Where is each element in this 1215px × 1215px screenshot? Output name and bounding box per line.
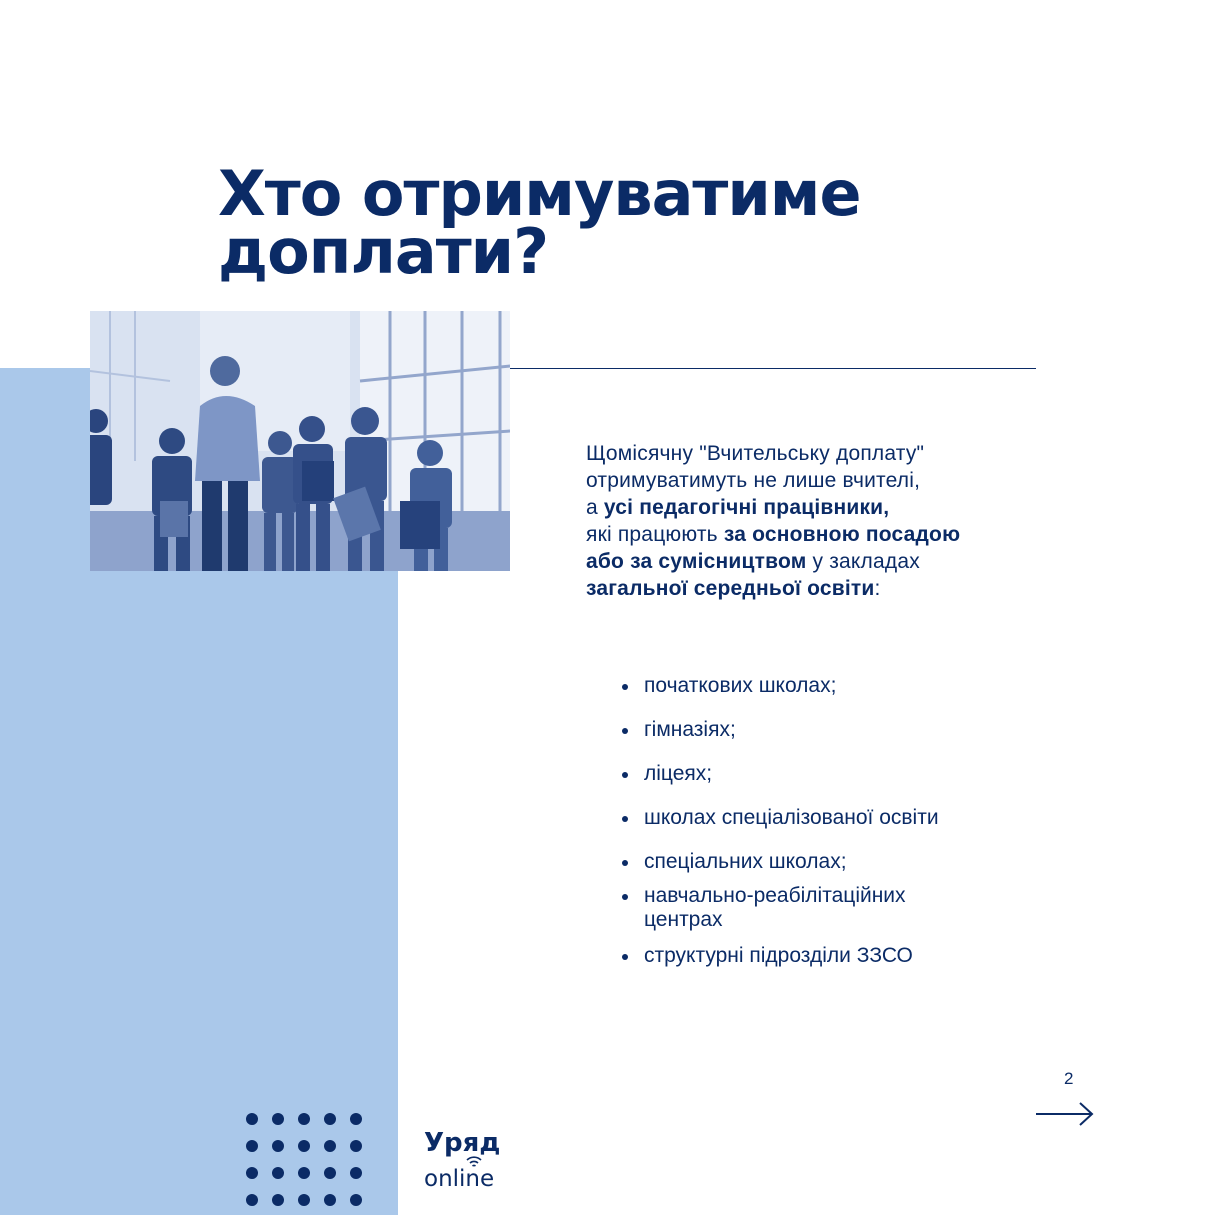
institution-list <box>620 674 939 968</box>
dot <box>350 1194 362 1206</box>
intro-line-5-suffix: у закладах <box>806 550 920 573</box>
intro-line-4 <box>586 521 1046 548</box>
intro-line-4-prefix: які працюють <box>586 523 724 546</box>
intro-line-5 <box>586 548 1046 575</box>
intro-line-3-prefix: а <box>586 496 604 519</box>
list-item: школах спеціалізованої освіти <box>620 806 939 830</box>
dot <box>272 1167 284 1179</box>
list-item: ліцеях; <box>620 762 939 786</box>
list-item: початкових школах; <box>620 674 939 698</box>
page-title <box>218 157 861 288</box>
list-item: спеціальних школах; <box>620 850 939 874</box>
intro-line-6 <box>586 575 1046 602</box>
dot <box>272 1140 284 1152</box>
dot <box>298 1140 310 1152</box>
list-item-continuation <box>620 908 939 932</box>
dot <box>324 1140 336 1152</box>
dot <box>350 1140 362 1152</box>
dot <box>324 1167 336 1179</box>
dot <box>272 1194 284 1206</box>
dot <box>298 1113 310 1125</box>
teacher-with-students-photo <box>90 311 510 571</box>
intro-line-3 <box>586 494 1046 521</box>
intro-line-2: отримуватимуть не лише вчителі, <box>586 469 921 492</box>
decorative-dot-grid <box>246 1113 370 1213</box>
title-line-1: Хто отримуватиме <box>218 157 861 230</box>
title-line-2: доплати? <box>218 215 549 288</box>
intro-line-6-bold: загальної середньої освіти <box>586 577 875 600</box>
dot <box>298 1167 310 1179</box>
dot <box>350 1167 362 1179</box>
list-item: навчально-реабілітаційних <box>620 884 939 908</box>
dot <box>246 1113 258 1125</box>
dot <box>246 1167 258 1179</box>
dot <box>246 1140 258 1152</box>
logo-top-text: Уряд <box>424 1128 501 1158</box>
uryad-online-logo <box>424 1128 534 1198</box>
intro-line-6-suffix: : <box>874 577 881 600</box>
dot <box>246 1194 258 1206</box>
logo-bottom-text: online <box>424 1166 495 1192</box>
horizontal-divider <box>510 368 1036 369</box>
list-item-continuation-text: центрах <box>644 908 723 931</box>
dot <box>350 1113 362 1125</box>
intro-line-5-bold: або за сумісництвом <box>586 550 807 573</box>
list-item: структурні підрозділи ЗЗСО <box>620 944 939 968</box>
intro-paragraph <box>586 440 1046 602</box>
intro-line-1: Щомісячну "Вчительську доплату" <box>586 442 925 465</box>
dot <box>324 1113 336 1125</box>
dot <box>272 1113 284 1125</box>
intro-line-4-bold: за основною посадою <box>723 523 961 546</box>
intro-line-3-bold: усі педагогічні працівники, <box>603 496 890 519</box>
dot <box>324 1194 336 1206</box>
page-number: 2 <box>1064 1069 1074 1088</box>
dot <box>298 1194 310 1206</box>
list-item: гімназіях; <box>620 718 939 742</box>
arrow-right-icon[interactable] <box>1034 1100 1096 1128</box>
